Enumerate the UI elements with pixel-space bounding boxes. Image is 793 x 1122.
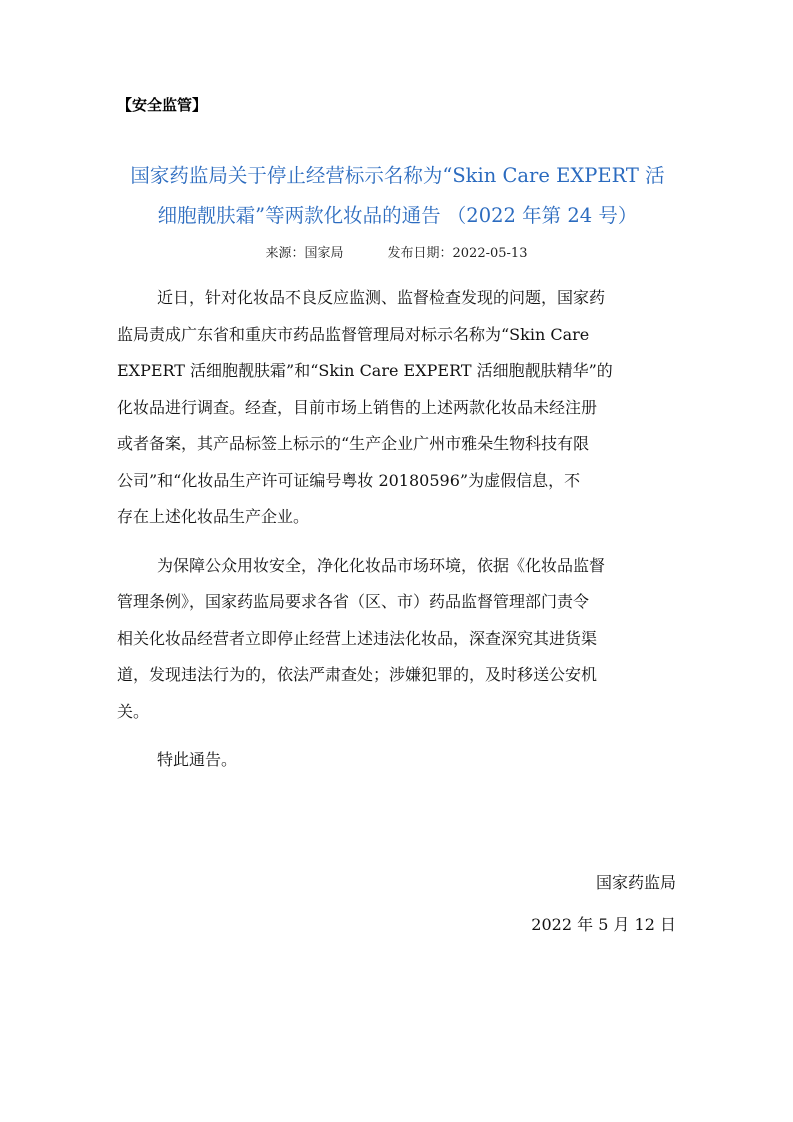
paragraph-line: 特此通告。 xyxy=(157,750,238,769)
paragraph-line: 近日，针对化妆品不良反应监测、监督检查发现的问题，国家药 xyxy=(157,288,606,307)
paragraph-line: 道，发现违法行为的，依法严肃查处；涉嫌犯罪的，及时移送公安机 xyxy=(117,665,598,684)
publish-meta xyxy=(0,243,793,265)
section-tag: 【安全监管】 xyxy=(117,96,208,114)
paragraph-line: 管理条例》，国家药监局要求各省（区、市）药品监督管理部门责令 xyxy=(117,592,590,611)
paragraph-line: EXPERT 活细胞靓肤霜”和“Skin Care EXPERT 活细胞靓肤精华”的 xyxy=(117,361,613,380)
paragraph-2 xyxy=(117,548,675,731)
paragraph-line: 相关化妆品经营者立即停止经营上述违法化妆品，深查深究其进货渠 xyxy=(117,628,598,648)
paragraph-line: 或者备案，其产品标签上标示的“生产企业广州市雅朵生物科技有限 xyxy=(117,434,590,453)
signature-org: 国家药监局 xyxy=(595,873,676,892)
paragraph-line: 关。 xyxy=(117,701,150,721)
title-line-1: 国家药监局关于停止经营标示名称为“Skin Care EXPERT 活 xyxy=(130,164,665,187)
paragraph-line: 监局责成广东省和重庆市药品监督管理局对标示名称为“Skin Care xyxy=(117,324,590,344)
source-label: 来源：国家局 xyxy=(265,246,344,261)
signature-block xyxy=(531,862,676,946)
paragraph-line: 为保障公众用妆安全，净化化妆品市场环境，依据《化妆品监督 xyxy=(157,555,606,575)
paragraph-line: 存在上述化妆品生产企业。 xyxy=(117,507,310,526)
paragraph-3 xyxy=(117,742,675,779)
signature-date: 2022 年 5 月 12 日 xyxy=(531,915,676,934)
title-line-2: 细胞靓肤霜”等两款化妆品的通告 （2022 年第 24 号） xyxy=(157,204,638,227)
paragraph-line: 化妆品进行调查。经查，目前市场上销售的上述两款化妆品未经注册 xyxy=(117,397,598,417)
paragraph-1 xyxy=(117,280,675,536)
publish-date: 发布日期：2022-05-13 xyxy=(387,246,528,261)
page-title xyxy=(110,156,685,236)
notice-body xyxy=(117,280,675,779)
paragraph-line: 公司”和“化妆品生产许可证编号粤妆 20180596”为虚假信息，不 xyxy=(117,470,581,490)
